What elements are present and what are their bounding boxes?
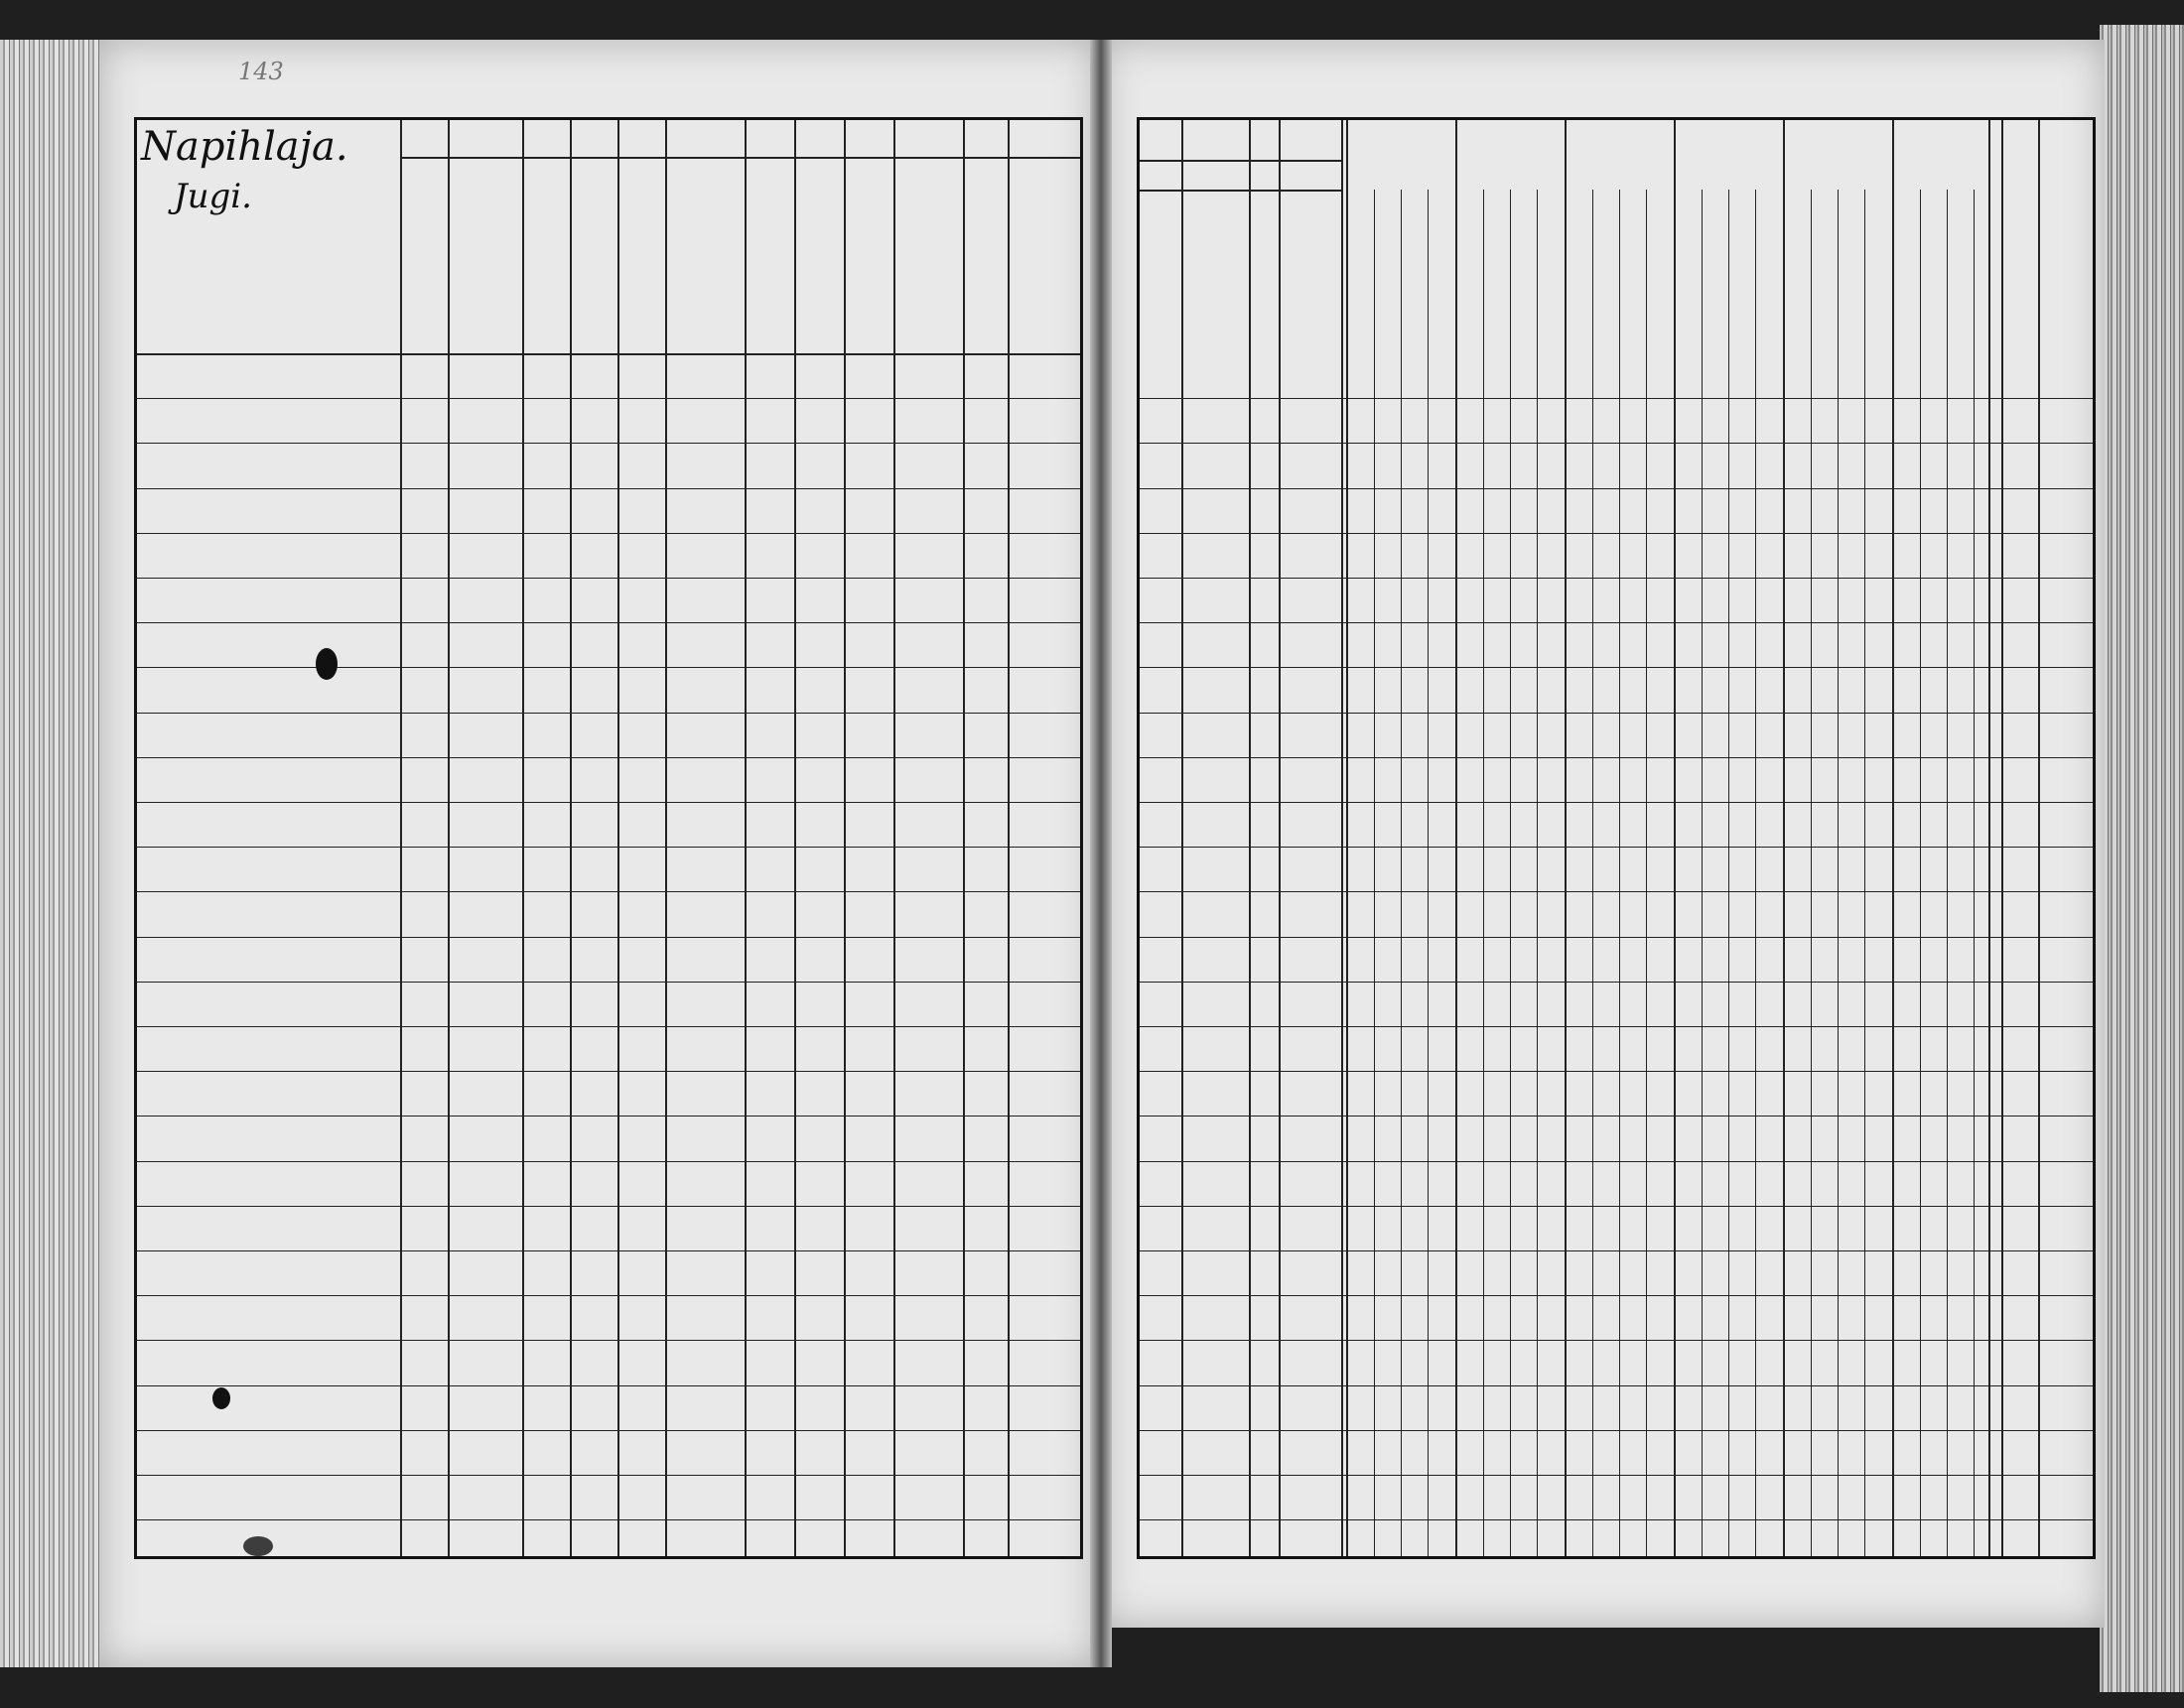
- row-divider: [1140, 1295, 2093, 1296]
- row-divider: [137, 1475, 1080, 1476]
- subcolumn-divider: [1483, 190, 1484, 1556]
- row-divider: [1140, 578, 2093, 579]
- row-divider: [137, 667, 1080, 668]
- row-divider: [1140, 891, 2093, 892]
- row-divider: [1140, 1116, 2093, 1117]
- row-divider: [137, 578, 1080, 579]
- book-gutter: [1090, 40, 1112, 1667]
- row-divider: [137, 757, 1080, 758]
- subcolumn-divider: [1510, 190, 1511, 1556]
- row-divider: [137, 1295, 1080, 1296]
- row-divider: [137, 1340, 1080, 1341]
- row-divider: [1140, 667, 2093, 668]
- row-divider: [1140, 937, 2093, 938]
- subcolumn-divider: [1811, 190, 1812, 1556]
- row-divider: [1140, 488, 2093, 489]
- row-divider: [137, 622, 1080, 623]
- row-divider: [1140, 1250, 2093, 1251]
- row-divider: [1140, 533, 2093, 534]
- row-divider: [137, 1071, 1080, 1072]
- row-divider: [137, 533, 1080, 534]
- row-divider: [137, 1161, 1080, 1162]
- subcolumn-divider: [1428, 190, 1429, 1556]
- row-divider: [1140, 757, 2093, 758]
- subcolumn-divider: [1974, 190, 1975, 1556]
- subcolumn-divider: [1619, 190, 1620, 1556]
- row-divider: [1140, 1071, 2093, 1072]
- header-bottom-divider: [137, 353, 1080, 355]
- row-divider: [1140, 443, 2093, 444]
- row-divider: [1140, 982, 2093, 983]
- subcolumn-divider: [1374, 190, 1375, 1556]
- row-divider: [1140, 802, 2093, 803]
- ink-blot: [212, 1387, 230, 1409]
- ink-blot: [316, 648, 338, 680]
- catechism-table: [134, 117, 1083, 1559]
- row-divider: [137, 1116, 1080, 1117]
- village-title: Napihlaja.: [141, 124, 348, 170]
- page-number: 143: [238, 58, 284, 85]
- section-title: Jugi.: [174, 177, 252, 216]
- row-divider: [137, 488, 1080, 489]
- ink-blot: [243, 1536, 273, 1556]
- row-divider: [137, 847, 1080, 848]
- subcolumn-divider: [1702, 190, 1703, 1556]
- header-divider: [400, 157, 1080, 159]
- row-divider: [1140, 847, 2093, 848]
- subcolumn-divider: [1401, 190, 1402, 1556]
- row-divider: [1140, 1340, 2093, 1341]
- row-divider: [1140, 1519, 2093, 1520]
- row-divider: [137, 982, 1080, 983]
- row-divider: [137, 937, 1080, 938]
- row-divider: [137, 1519, 1080, 1520]
- row-divider: [1140, 713, 2093, 714]
- row-divider: [137, 713, 1080, 714]
- row-divider: [1140, 398, 2093, 399]
- subcolumn-divider: [1864, 190, 1865, 1556]
- row-divider: [137, 1385, 1080, 1386]
- subcolumn-divider: [1537, 190, 1538, 1556]
- row-divider: [137, 1206, 1080, 1207]
- header-divider: [1140, 160, 1341, 162]
- row-divider: [1140, 1026, 2093, 1027]
- header-bottom-divider: [1140, 190, 1341, 192]
- row-divider: [1140, 1206, 2093, 1207]
- subcolumn-divider: [1592, 190, 1593, 1556]
- dates-table: [1137, 117, 2096, 1559]
- row-divider: [1140, 1161, 2093, 1162]
- subcolumn-divider: [1755, 190, 1756, 1556]
- subcolumn-divider: [1728, 190, 1729, 1556]
- row-divider: [1140, 1385, 2093, 1386]
- subcolumn-divider: [1646, 190, 1647, 1556]
- subcolumn-divider: [1947, 190, 1948, 1556]
- row-divider: [137, 398, 1080, 399]
- row-divider: [1140, 622, 2093, 623]
- row-divider: [137, 1026, 1080, 1027]
- row-divider: [137, 1250, 1080, 1251]
- row-divider: [1140, 1475, 2093, 1476]
- row-divider: [137, 802, 1080, 803]
- row-divider: [137, 891, 1080, 892]
- row-divider: [1140, 1430, 2093, 1431]
- row-divider: [137, 443, 1080, 444]
- book-page-edges-left: [0, 40, 109, 1667]
- row-divider: [137, 1430, 1080, 1431]
- subcolumn-divider: [1838, 190, 1839, 1556]
- subcolumn-divider: [1920, 190, 1921, 1556]
- book-page-edges-right: [2100, 25, 2184, 1692]
